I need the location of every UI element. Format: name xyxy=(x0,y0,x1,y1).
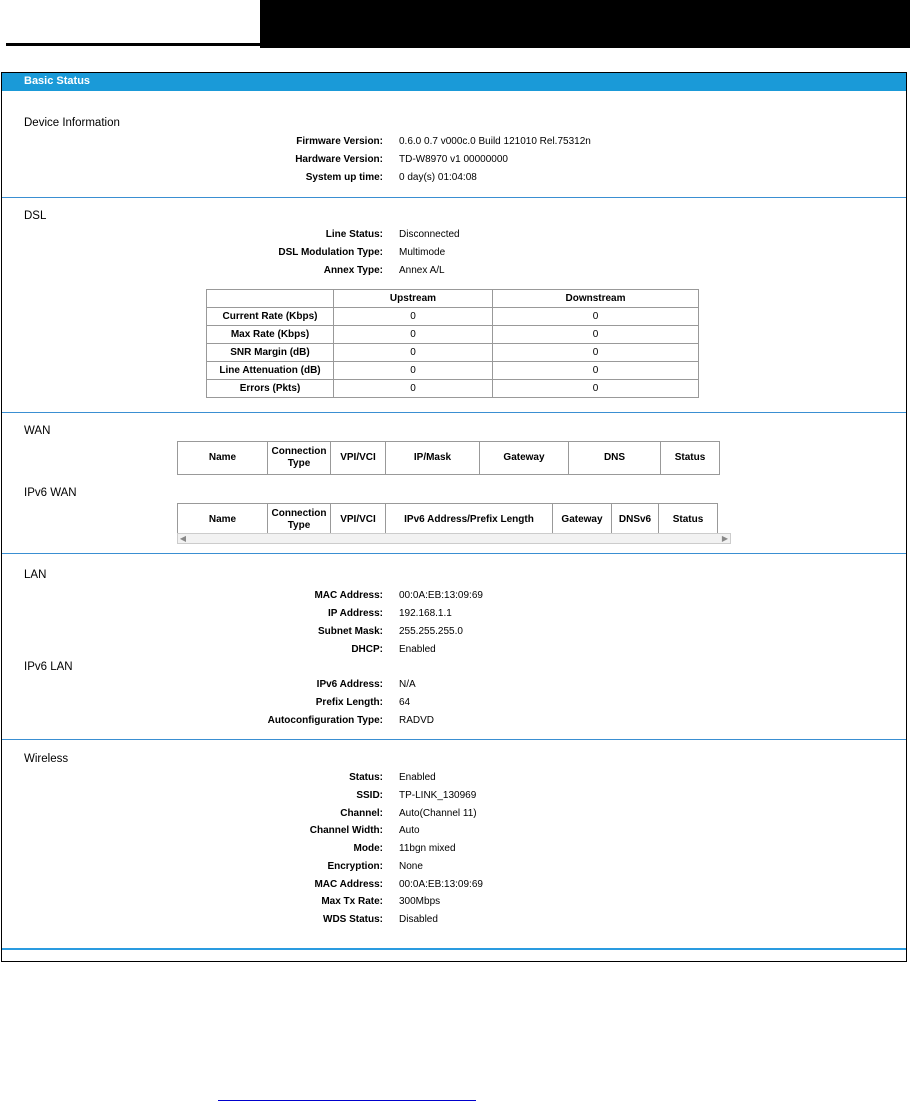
lan-mac-value: 00:0A:EB:13:09:69 xyxy=(399,590,483,601)
row-label: Errors (Pkts) xyxy=(207,380,334,398)
upstream-value: 0 xyxy=(334,380,493,398)
wireless-mac-value: 00:0A:EB:13:09:69 xyxy=(399,879,483,890)
table-header-cell: Downstream xyxy=(493,290,699,308)
wireless-section-title: Wireless xyxy=(24,753,69,765)
table-header-cell: IPv6 Address/Prefix Length xyxy=(386,504,553,537)
table-header-cell: DNSv6 xyxy=(612,504,659,537)
lan-ip-value: 192.168.1.1 xyxy=(399,608,452,619)
header-left-rule xyxy=(6,0,260,46)
ssid-value: TP-LINK_130969 xyxy=(399,790,477,801)
table-header-cell: DNS xyxy=(569,442,661,475)
table-header-cell xyxy=(207,290,334,308)
lan-section-title: LAN xyxy=(24,569,47,581)
upstream-value: 0 xyxy=(334,308,493,326)
autoconfig-type-value: RADVD xyxy=(399,715,435,726)
table-header-cell: IP/Mask xyxy=(386,442,480,475)
channel-label: Channel: xyxy=(340,808,383,819)
dsl-modulation-value: Multimode xyxy=(399,247,446,258)
device-section-title: Device Information xyxy=(24,117,120,129)
table-row xyxy=(207,326,699,344)
table-header-cell: Status xyxy=(659,504,718,537)
table-header-cell: Upstream xyxy=(334,290,493,308)
wds-status-value: Disabled xyxy=(399,914,438,925)
footer-link-underline[interactable] xyxy=(218,1100,476,1101)
table-header-cell: Gateway xyxy=(480,442,569,475)
upstream-value: 0 xyxy=(334,344,493,362)
mode-label: Mode: xyxy=(353,843,383,854)
max-tx-rate-value: 300Mbps xyxy=(399,896,441,907)
table-header-cell: Name xyxy=(178,504,268,537)
encryption-value: None xyxy=(399,861,423,872)
max-tx-rate-label: Max Tx Rate: xyxy=(321,896,383,907)
downstream-value: 0 xyxy=(493,326,699,344)
section-divider xyxy=(2,412,906,413)
channel-width-value: Auto xyxy=(399,825,420,836)
row-label: Max Rate (Kbps) xyxy=(207,326,334,344)
ipv6-wan-table xyxy=(177,503,718,537)
table-row xyxy=(207,344,699,362)
horizontal-scrollbar[interactable] xyxy=(177,533,731,544)
section-divider xyxy=(2,739,906,740)
dsl-modulation-label: DSL Modulation Type: xyxy=(278,247,383,258)
downstream-value: 0 xyxy=(493,380,699,398)
lan-ip-label: IP Address: xyxy=(327,608,383,619)
dsl-section-title: DSL xyxy=(24,210,47,222)
line-status-value: Disconnected xyxy=(399,229,460,240)
wireless-mac-label: MAC Address: xyxy=(314,879,383,890)
wireless-status-value: Enabled xyxy=(399,772,436,783)
downstream-value: 0 xyxy=(493,362,699,380)
line-status-label: Line Status: xyxy=(325,229,383,240)
table-header-cell: Connection Type xyxy=(268,442,331,475)
table-row xyxy=(207,362,699,380)
table-header-cell: Status xyxy=(661,442,720,475)
table-header-cell: VPI/VCI xyxy=(331,504,386,537)
firmware-label: Firmware Version: xyxy=(296,136,383,147)
encryption-label: Encryption: xyxy=(327,861,383,872)
upstream-value: 0 xyxy=(334,326,493,344)
prefix-length-label: Prefix Length: xyxy=(315,697,383,708)
table-header-row xyxy=(207,290,699,308)
downstream-value: 0 xyxy=(493,308,699,326)
table-header-cell: Connection Type xyxy=(268,504,331,537)
table-row xyxy=(207,308,699,326)
row-label: Current Rate (Kbps) xyxy=(207,308,334,326)
table-row xyxy=(207,380,699,398)
wan-section-title: WAN xyxy=(24,425,51,437)
wan-table xyxy=(177,441,720,475)
table-header-row xyxy=(178,504,718,537)
hardware-value: TD-W8970 v1 00000000 xyxy=(399,154,508,165)
ipv6-address-value: N/A xyxy=(399,679,416,690)
ipv6-address-label: IPv6 Address: xyxy=(316,679,383,690)
prefix-length-value: 64 xyxy=(399,697,411,708)
panel-bottom-border xyxy=(2,948,906,950)
table-header-cell: Gateway xyxy=(553,504,612,537)
upstream-value: 0 xyxy=(334,362,493,380)
channel-value: Auto(Channel 11) xyxy=(399,808,477,819)
row-label: Line Attenuation (dB) xyxy=(207,362,334,380)
page-title: Basic Status xyxy=(24,75,91,87)
firmware-value: 0.6.0 0.7 v000c.0 Build 121010 Rel.75312n xyxy=(399,136,591,147)
lan-mac-label: MAC Address: xyxy=(314,590,383,601)
dhcp-value: Enabled xyxy=(399,644,436,655)
downstream-value: 0 xyxy=(493,344,699,362)
basic-status-panel xyxy=(1,72,907,962)
dsl-rate-table xyxy=(206,289,699,398)
annex-type-value: Annex A/L xyxy=(399,265,445,276)
subnet-mask-label: Subnet Mask: xyxy=(317,626,383,637)
header-banner xyxy=(260,0,910,48)
channel-width-label: Channel Width: xyxy=(309,825,383,836)
panel-titlebar xyxy=(2,73,906,91)
ipv6-wan-section-title: IPv6 WAN xyxy=(24,487,77,499)
uptime-value: 0 day(s) 01:04:08 xyxy=(399,172,477,183)
chevron-left-icon[interactable]: ◀ xyxy=(179,534,187,543)
subnet-mask-value: 255.255.255.0 xyxy=(399,626,463,637)
dhcp-label: DHCP: xyxy=(351,644,383,655)
section-divider xyxy=(2,197,906,198)
table-header-row xyxy=(178,442,720,475)
wireless-status-label: Status: xyxy=(349,772,383,783)
annex-type-label: Annex Type: xyxy=(323,265,383,276)
autoconfig-type-label: Autoconfiguration Type: xyxy=(267,715,383,726)
uptime-label: System up time: xyxy=(305,172,383,183)
section-divider xyxy=(2,553,906,554)
hardware-label: Hardware Version: xyxy=(295,154,383,165)
ssid-label: SSID: xyxy=(356,790,383,801)
table-header-cell: Name xyxy=(178,442,268,475)
ipv6-lan-section-title: IPv6 LAN xyxy=(24,661,73,673)
table-header-cell: VPI/VCI xyxy=(331,442,386,475)
mode-value: 11bgn mixed xyxy=(399,843,456,854)
row-label: SNR Margin (dB) xyxy=(207,344,334,362)
wds-status-label: WDS Status: xyxy=(323,914,383,925)
chevron-right-icon[interactable]: ▶ xyxy=(721,534,729,543)
